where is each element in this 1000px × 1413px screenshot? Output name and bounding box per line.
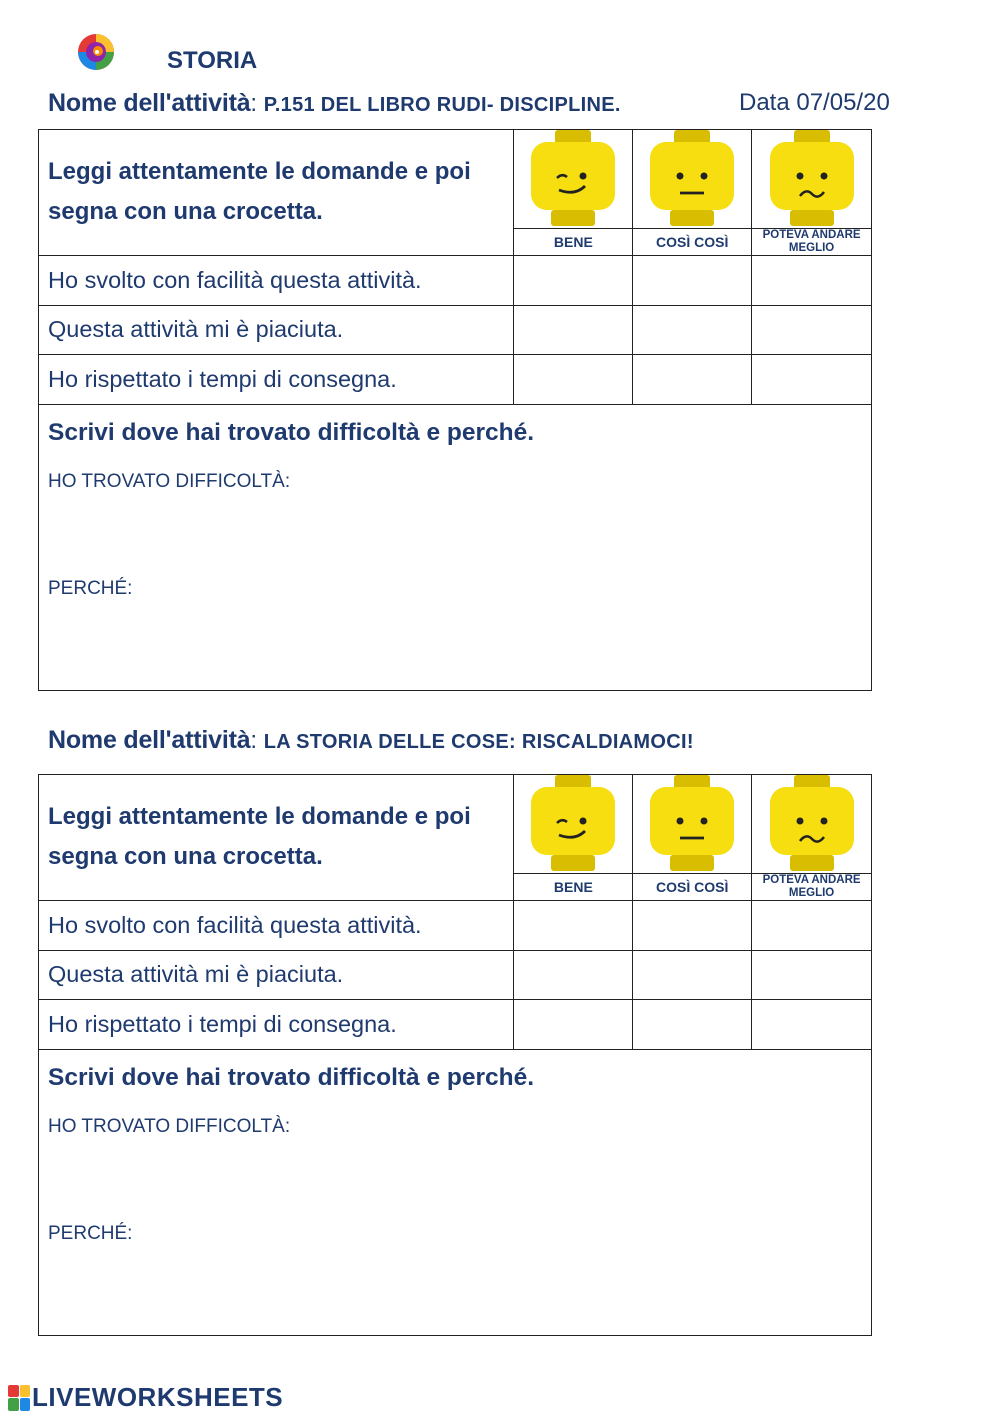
table-row xyxy=(39,306,871,356)
column-poteva-andare-meglio xyxy=(752,775,871,900)
activity-line-2: Nome dell'attività: LA STORIA DELLE COSE: RISCALDIAMOCI! xyxy=(48,726,694,754)
neutral-face-icon xyxy=(646,775,738,871)
answer-cell-bene[interactable] xyxy=(514,306,633,355)
answer-cell-poteva-andare-meglio[interactable] xyxy=(752,1000,871,1049)
answer-cell-cosi-cosi[interactable] xyxy=(633,951,752,1000)
brand-text: LIVEWORKSHEETS xyxy=(32,1382,284,1412)
column-label: BENE xyxy=(514,228,632,255)
answer-cell-cosi-cosi[interactable] xyxy=(633,355,752,404)
answer-cell-bene[interactable] xyxy=(514,1000,633,1049)
table-row xyxy=(39,1000,871,1050)
answer-cell-poteva-andare-meglio[interactable] xyxy=(752,901,871,950)
table-header-row xyxy=(39,775,871,901)
writing-area[interactable] xyxy=(39,405,871,690)
happy-face-icon xyxy=(527,775,619,871)
why-label: PERCHÉ: xyxy=(48,1222,133,1244)
question-text: Ho svolto con facilità questa attività. xyxy=(39,901,514,950)
answer-cell-cosi-cosi[interactable] xyxy=(633,256,752,305)
subject-title: STORIA xyxy=(167,47,258,74)
table-header-row xyxy=(39,130,871,256)
liveworksheets-brand xyxy=(8,1382,283,1413)
column-label: BENE xyxy=(514,873,632,900)
table-row xyxy=(39,951,871,1001)
table-row xyxy=(39,901,871,951)
column-poteva-andare-meglio xyxy=(752,130,871,255)
column-bene xyxy=(514,130,633,255)
activity-name: P.151 DEL LIBRO RUDI- DISCIPLINE. xyxy=(263,94,621,116)
difficulty-label: HO TROVATO DIFFICOLTÀ: xyxy=(48,1115,291,1137)
column-label: POTEVA ANDARE MEGLIO xyxy=(752,873,871,900)
why-label: PERCHÉ: xyxy=(48,577,133,599)
column-label: POTEVA ANDARE MEGLIO xyxy=(752,228,871,255)
column-label: COSÌ COSÌ xyxy=(633,873,751,900)
answer-cell-poteva-andare-meglio[interactable] xyxy=(752,355,871,404)
table-row xyxy=(39,256,871,306)
swirl-logo-icon xyxy=(76,32,116,72)
writing-area[interactable] xyxy=(39,1050,871,1335)
happy-face-icon xyxy=(527,130,619,226)
answer-cell-cosi-cosi[interactable] xyxy=(633,306,752,355)
evaluation-table-2 xyxy=(38,774,872,1336)
activity-name: LA STORIA DELLE COSE: RISCALDIAMOCI! xyxy=(263,731,694,753)
answer-cell-poteva-andare-meglio[interactable] xyxy=(752,951,871,1000)
writing-title: Scrivi dove hai trovato difficoltà e perché. xyxy=(48,1063,535,1091)
neutral-face-icon xyxy=(646,130,738,226)
worried-face-icon xyxy=(766,130,858,226)
writing-title: Scrivi dove hai trovato difficoltà e perché. xyxy=(48,418,535,446)
instruction-text: Leggi attentamente le domande e poi segna con una crocetta. xyxy=(39,130,514,255)
column-cosi-cosi xyxy=(633,775,752,900)
answer-cell-bene[interactable] xyxy=(514,355,633,404)
answer-cell-cosi-cosi[interactable] xyxy=(633,1000,752,1049)
answer-cell-bene[interactable] xyxy=(514,256,633,305)
column-label: COSÌ COSÌ xyxy=(633,228,751,255)
question-text: Questa attività mi è piaciuta. xyxy=(39,306,514,355)
blocks-logo-icon xyxy=(8,1385,30,1411)
answer-cell-poteva-andare-meglio[interactable] xyxy=(752,256,871,305)
question-text: Ho rispettato i tempi di consegna. xyxy=(39,355,514,404)
answer-cell-cosi-cosi[interactable] xyxy=(633,901,752,950)
date-text: Data 07/05/20 xyxy=(739,89,890,116)
evaluation-table-1 xyxy=(38,129,872,691)
question-text: Ho rispettato i tempi di consegna. xyxy=(39,1000,514,1049)
difficulty-label: HO TROVATO DIFFICOLTÀ: xyxy=(48,470,291,492)
activity-label: Nome dell'attività xyxy=(48,89,251,117)
column-bene xyxy=(514,775,633,900)
activity-line-1: Nome dell'attività: P.151 DEL LIBRO RUDI- DISCIPLINE. xyxy=(48,89,621,117)
answer-cell-poteva-andare-meglio[interactable] xyxy=(752,306,871,355)
activity-label: Nome dell'attività xyxy=(48,726,251,754)
answer-cell-bene[interactable] xyxy=(514,901,633,950)
answer-cell-bene[interactable] xyxy=(514,951,633,1000)
column-cosi-cosi xyxy=(633,130,752,255)
worried-face-icon xyxy=(766,775,858,871)
question-text: Questa attività mi è piaciuta. xyxy=(39,951,514,1000)
table-row xyxy=(39,355,871,405)
question-text: Ho svolto con facilità questa attività. xyxy=(39,256,514,305)
instruction-text: Leggi attentamente le domande e poi segna con una crocetta. xyxy=(39,775,514,900)
